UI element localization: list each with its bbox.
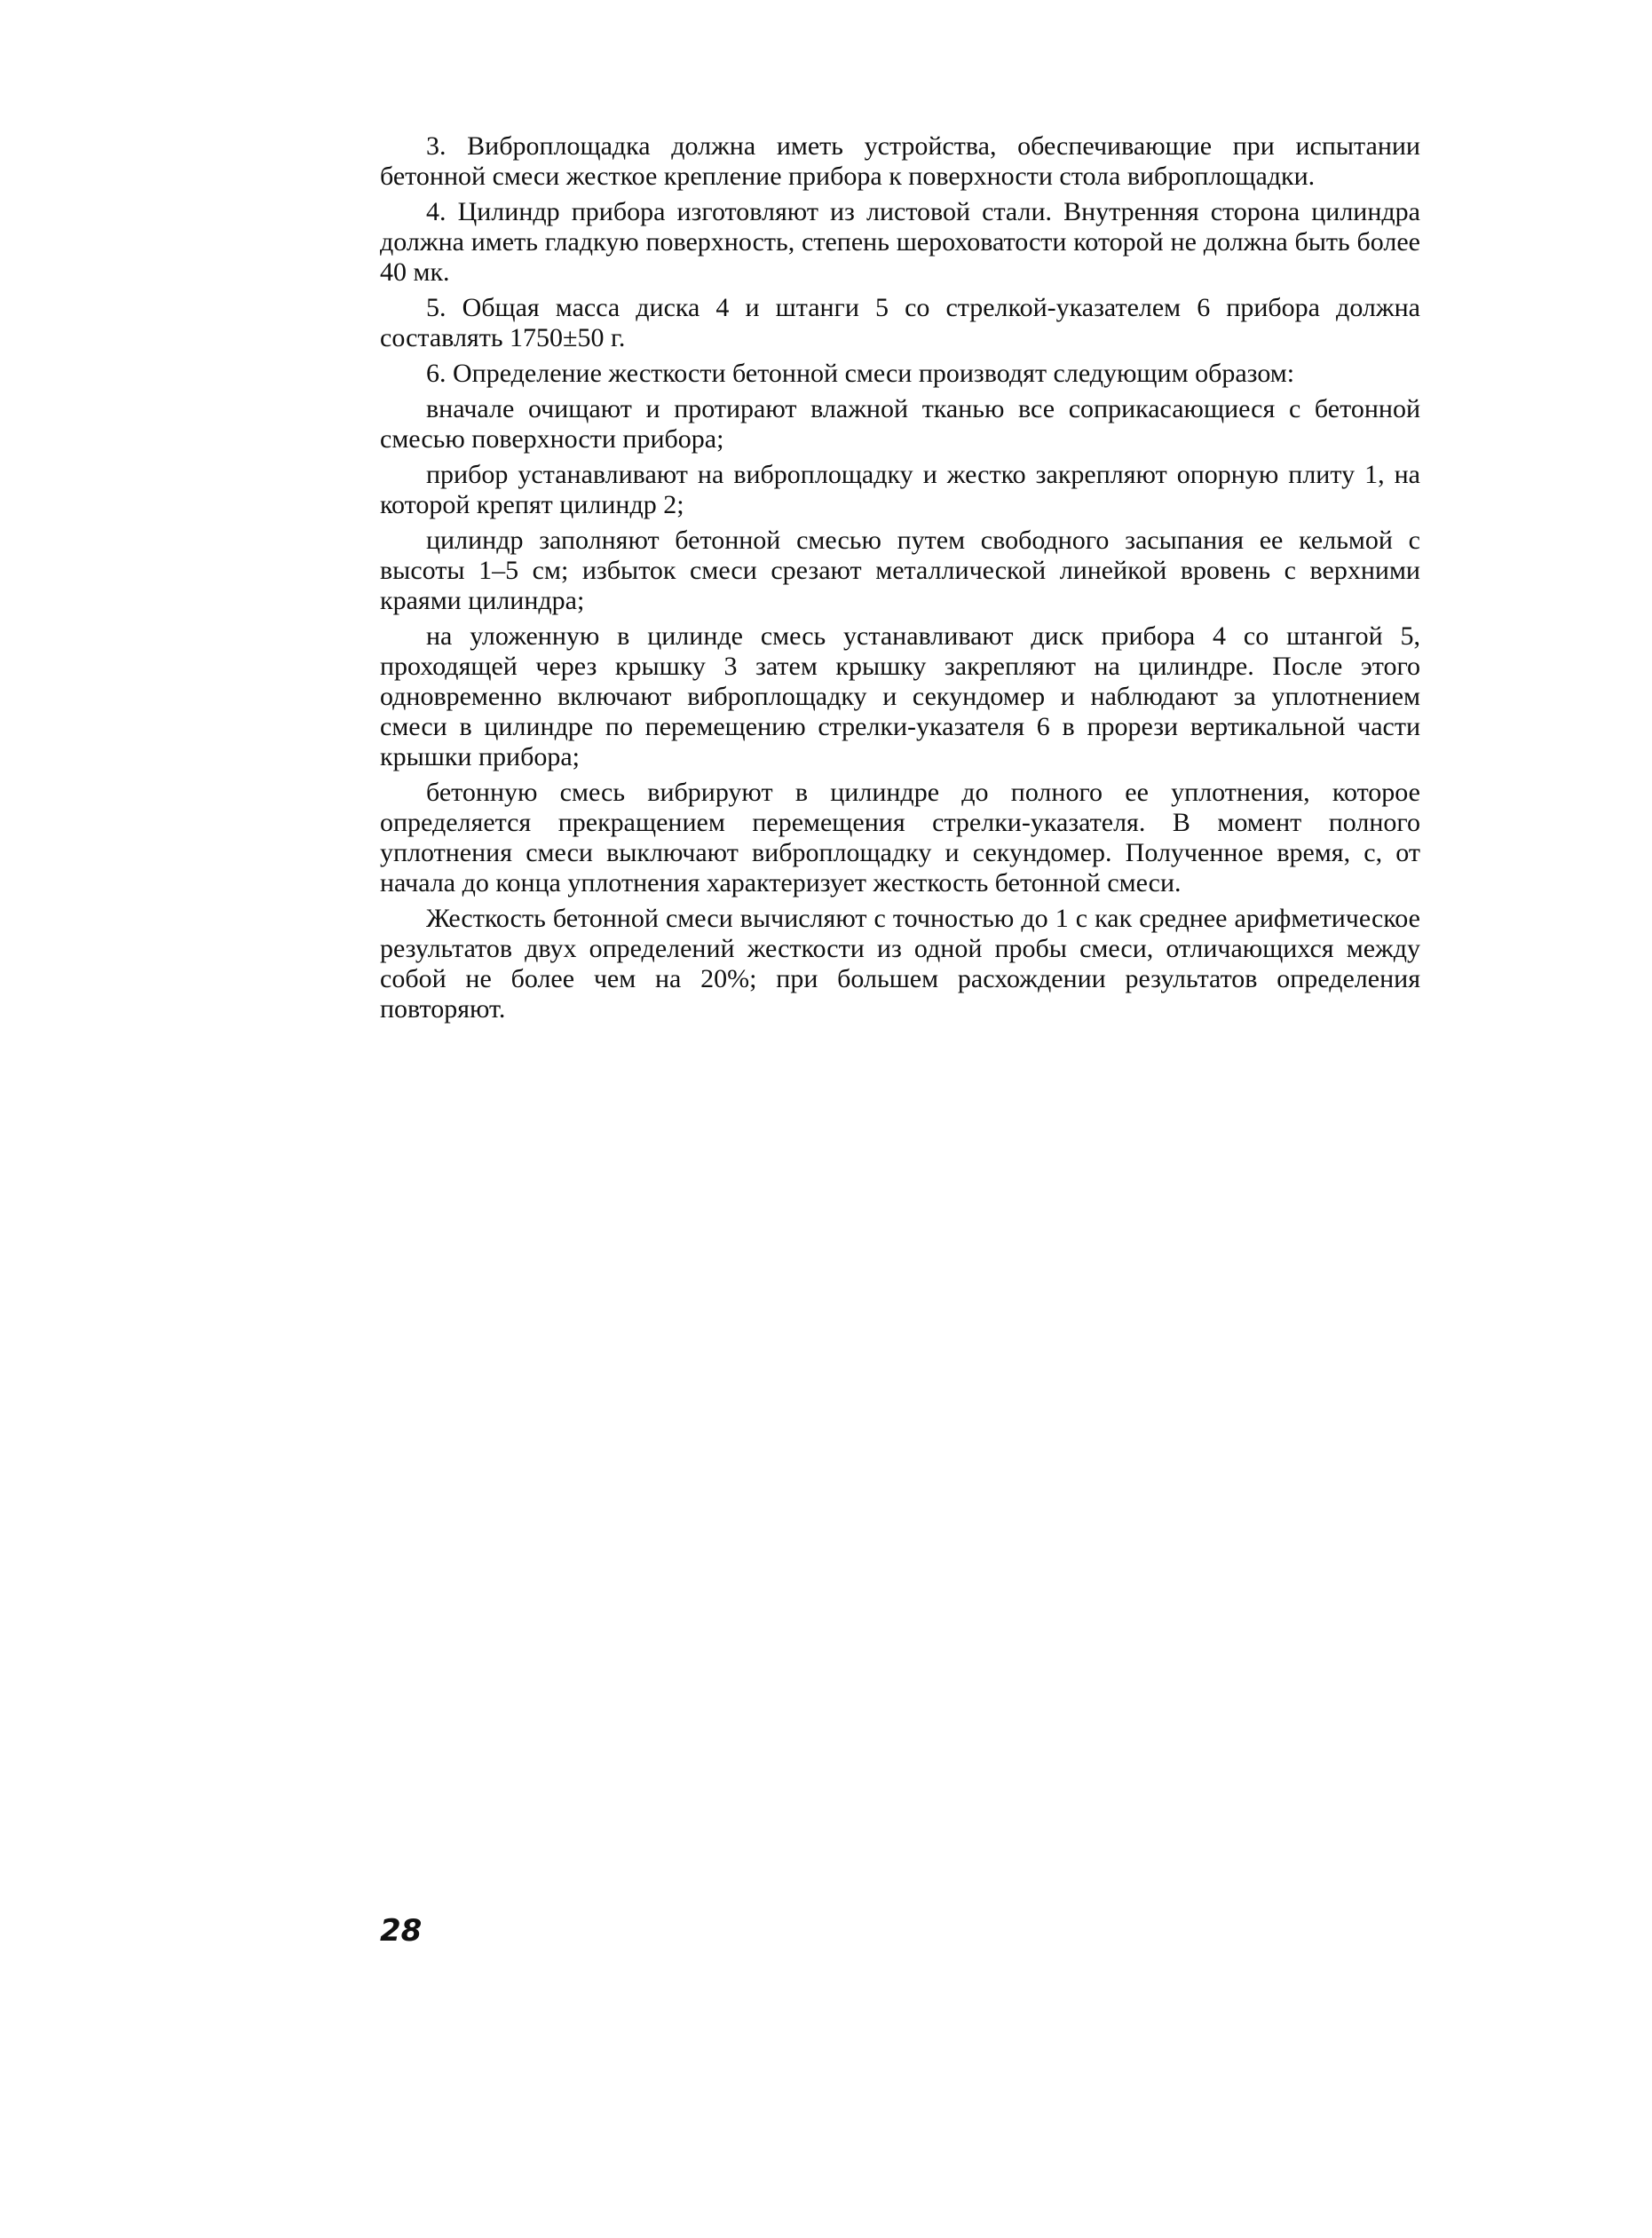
page-number: 28 <box>380 1913 423 1949</box>
procedure-step-disk: на уложенную в цилинде смесь устанавливают диск прибора 4 со штангой 5, проходящей через крышку 3 затем крышку закрепляют на цилиндре. После этого одновременно включают виброплощадку и секундомер и наблюдают за уплотнением смеси в цилиндре по перемещению стрелки-указателя 6 в прорези вертикальной части крышки прибора; <box>380 621 1420 771</box>
procedure-step-vibrate: бетонную смесь вибрируют в цилиндре до полного ее уплотнения, которое определяется прекращением перемещения стрелки-указателя. В момент полного уплотнения смеси выключают виброплощадку и секундомер. Полученное время, с, от начала до конца уплотнения характеризует жесткость бетонной смеси. <box>380 778 1420 898</box>
paragraph-4-cylinder: 4. Цилиндр прибора изготовляют из листовой стали. Внутренняя сторона цилиндра должна иметь гладкую поверхность, степень шероховатости которой не должна быть более 40 мк. <box>380 197 1420 287</box>
paragraph-result-calculation: Жесткость бетонной смеси вычисляют с точностью до 1 с как среднее арифметическое результатов двух определений жесткости из одной пробы смеси, отличающихся между собой не более чем на 20%; при большем расхождении результатов определения повторяют. <box>380 904 1420 1024</box>
paragraph-5-mass: 5. Общая масса диска 4 и штанги 5 со стрелкой-указателем 6 прибора должна составлять 1750±50 г. <box>380 293 1420 352</box>
procedure-step-mount: прибор устанавливают на виброплощадку и жестко закрепляют опорную плиту 1, на которой крепят цилиндр 2; <box>380 460 1420 519</box>
procedure-step-clean: вначале очищают и протирают влажной тканью все соприкасающиеся с бетонной смесью поверхности прибора; <box>380 394 1420 454</box>
paragraph-3-vibroplatform: 3. Виброплощадка должна иметь устройства, обеспечивающие при испытании бетонной смеси жесткое крепление прибора к поверхности стола виброплощадки. <box>380 131 1420 191</box>
procedure-step-fill: цилиндр заполняют бетонной смесью путем свободного засыпания ее кельмой с высоты 1–5 см; избыток смеси срезают металлической линейкой вровень с верхними краями цилиндра; <box>380 526 1420 615</box>
body-text <box>380 131 1420 1030</box>
paragraph-6-procedure: 6. Определение жесткости бетонной смеси производят следующим образом: <box>426 359 1295 388</box>
